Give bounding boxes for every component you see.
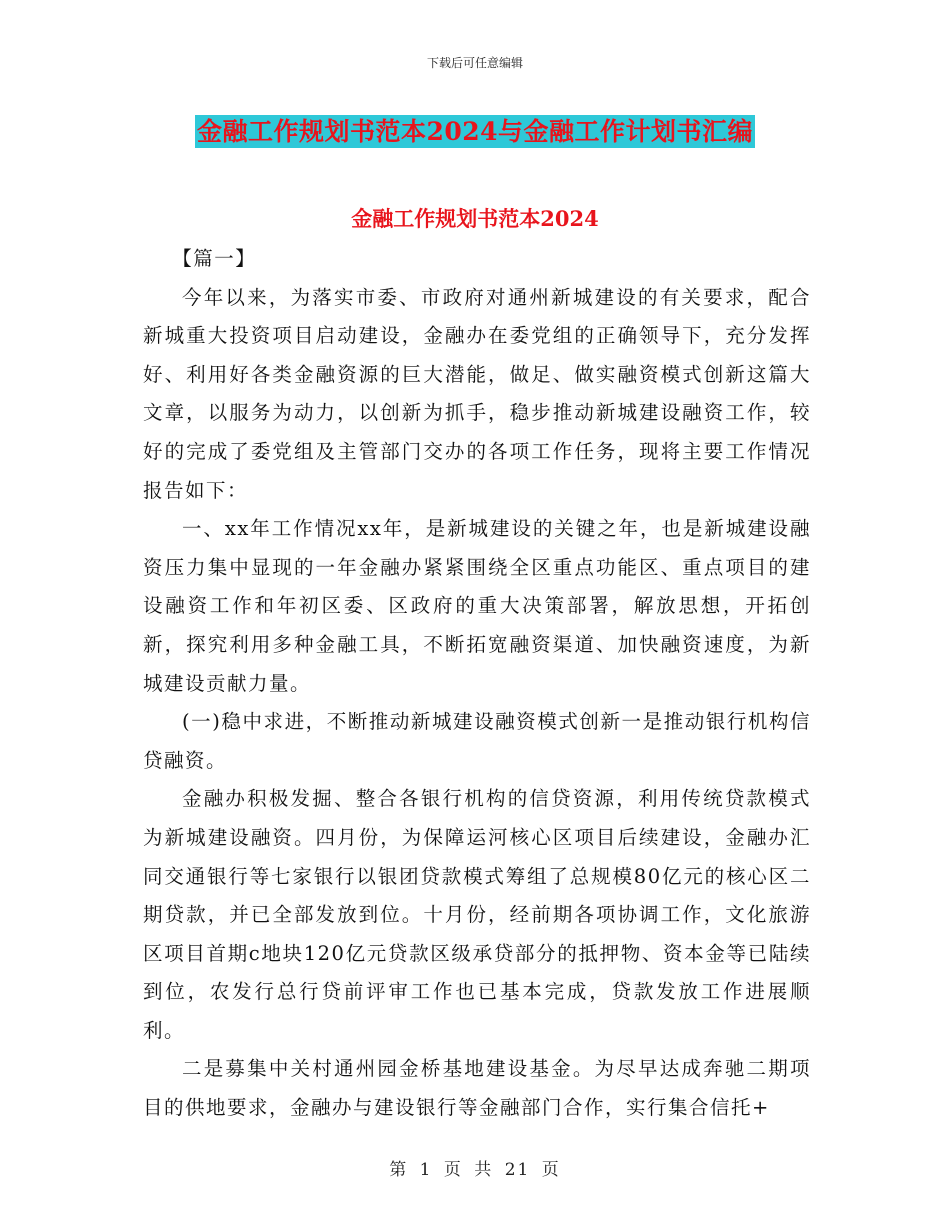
header-note: 下载后可任意编辑 [426, 56, 523, 70]
paragraph: (一)稳中求进，不断推动新城建设融资模式创新一是推动银行机构信贷融资。 [143, 710, 811, 772]
document-subtitle: 金融工作规划书范本2024 [351, 206, 599, 231]
paragraph: 今年以来，为落实市委、市政府对通州新城建设的有关要求，配合新城重大投资项目启动建设，金融办在委党组的正确领导下，充分发挥好、利用好各类金融资源的巨大潜能，做足、做实融资模式创新这篇大文章，以服务为动力，以创新为抓手，稳步推动新城建设融资工作，较好的完成了委党组及主管部门交办的各项工作任务，现将主要工作情况报告如下： [143, 285, 811, 502]
document-title-text: 金融工作规划书范本2024与金融工作计划书汇编 [196, 117, 754, 146]
paragraph: 金融办积极发掘、整合各银行机构的信贷资源，利用传统贷款模式为新城建设融资。四月份，为保障运河核心区项目后续建设，金融办汇同交通银行等七家银行以银团贷款模式筹组了总规模80亿元的核心区二期贷款，并已全部发放到位。十月份，经前期各项协调工作，文化旅游区项目首期c地块120亿元贷款区级承贷部分的抵押物、资本金等已陆续到位，农发行总行贷前评审工作也已基本完成，贷款发放工作进展顺利。 [143, 787, 811, 1042]
document-body [143, 240, 811, 1128]
page-number-footer: 第 1 页 共 21 页 [389, 1160, 561, 1180]
paragraph: 一、xx年工作情况xx年，是新城建设的关键之年，也是新城建设融资压力集中显现的一年金融办紧紧围绕全区重点功能区、重点项目的建设融资工作和年初区委、区政府的重大决策部署，解放思想，开拓创新，探究利用多种金融工具，不断拓宽融资渠道、加快融资速度，为新城建设贡献力量。 [143, 517, 811, 695]
section-mark: 【篇一】 [172, 247, 257, 270]
paragraph: 二是募集中关村通州园金桥基地建设基金。为尽早达成奔驰二期项目的供地要求，金融办与建设银行等金融部门合作，实行集合信托+ [143, 1057, 811, 1120]
document-title [0, 112, 950, 148]
